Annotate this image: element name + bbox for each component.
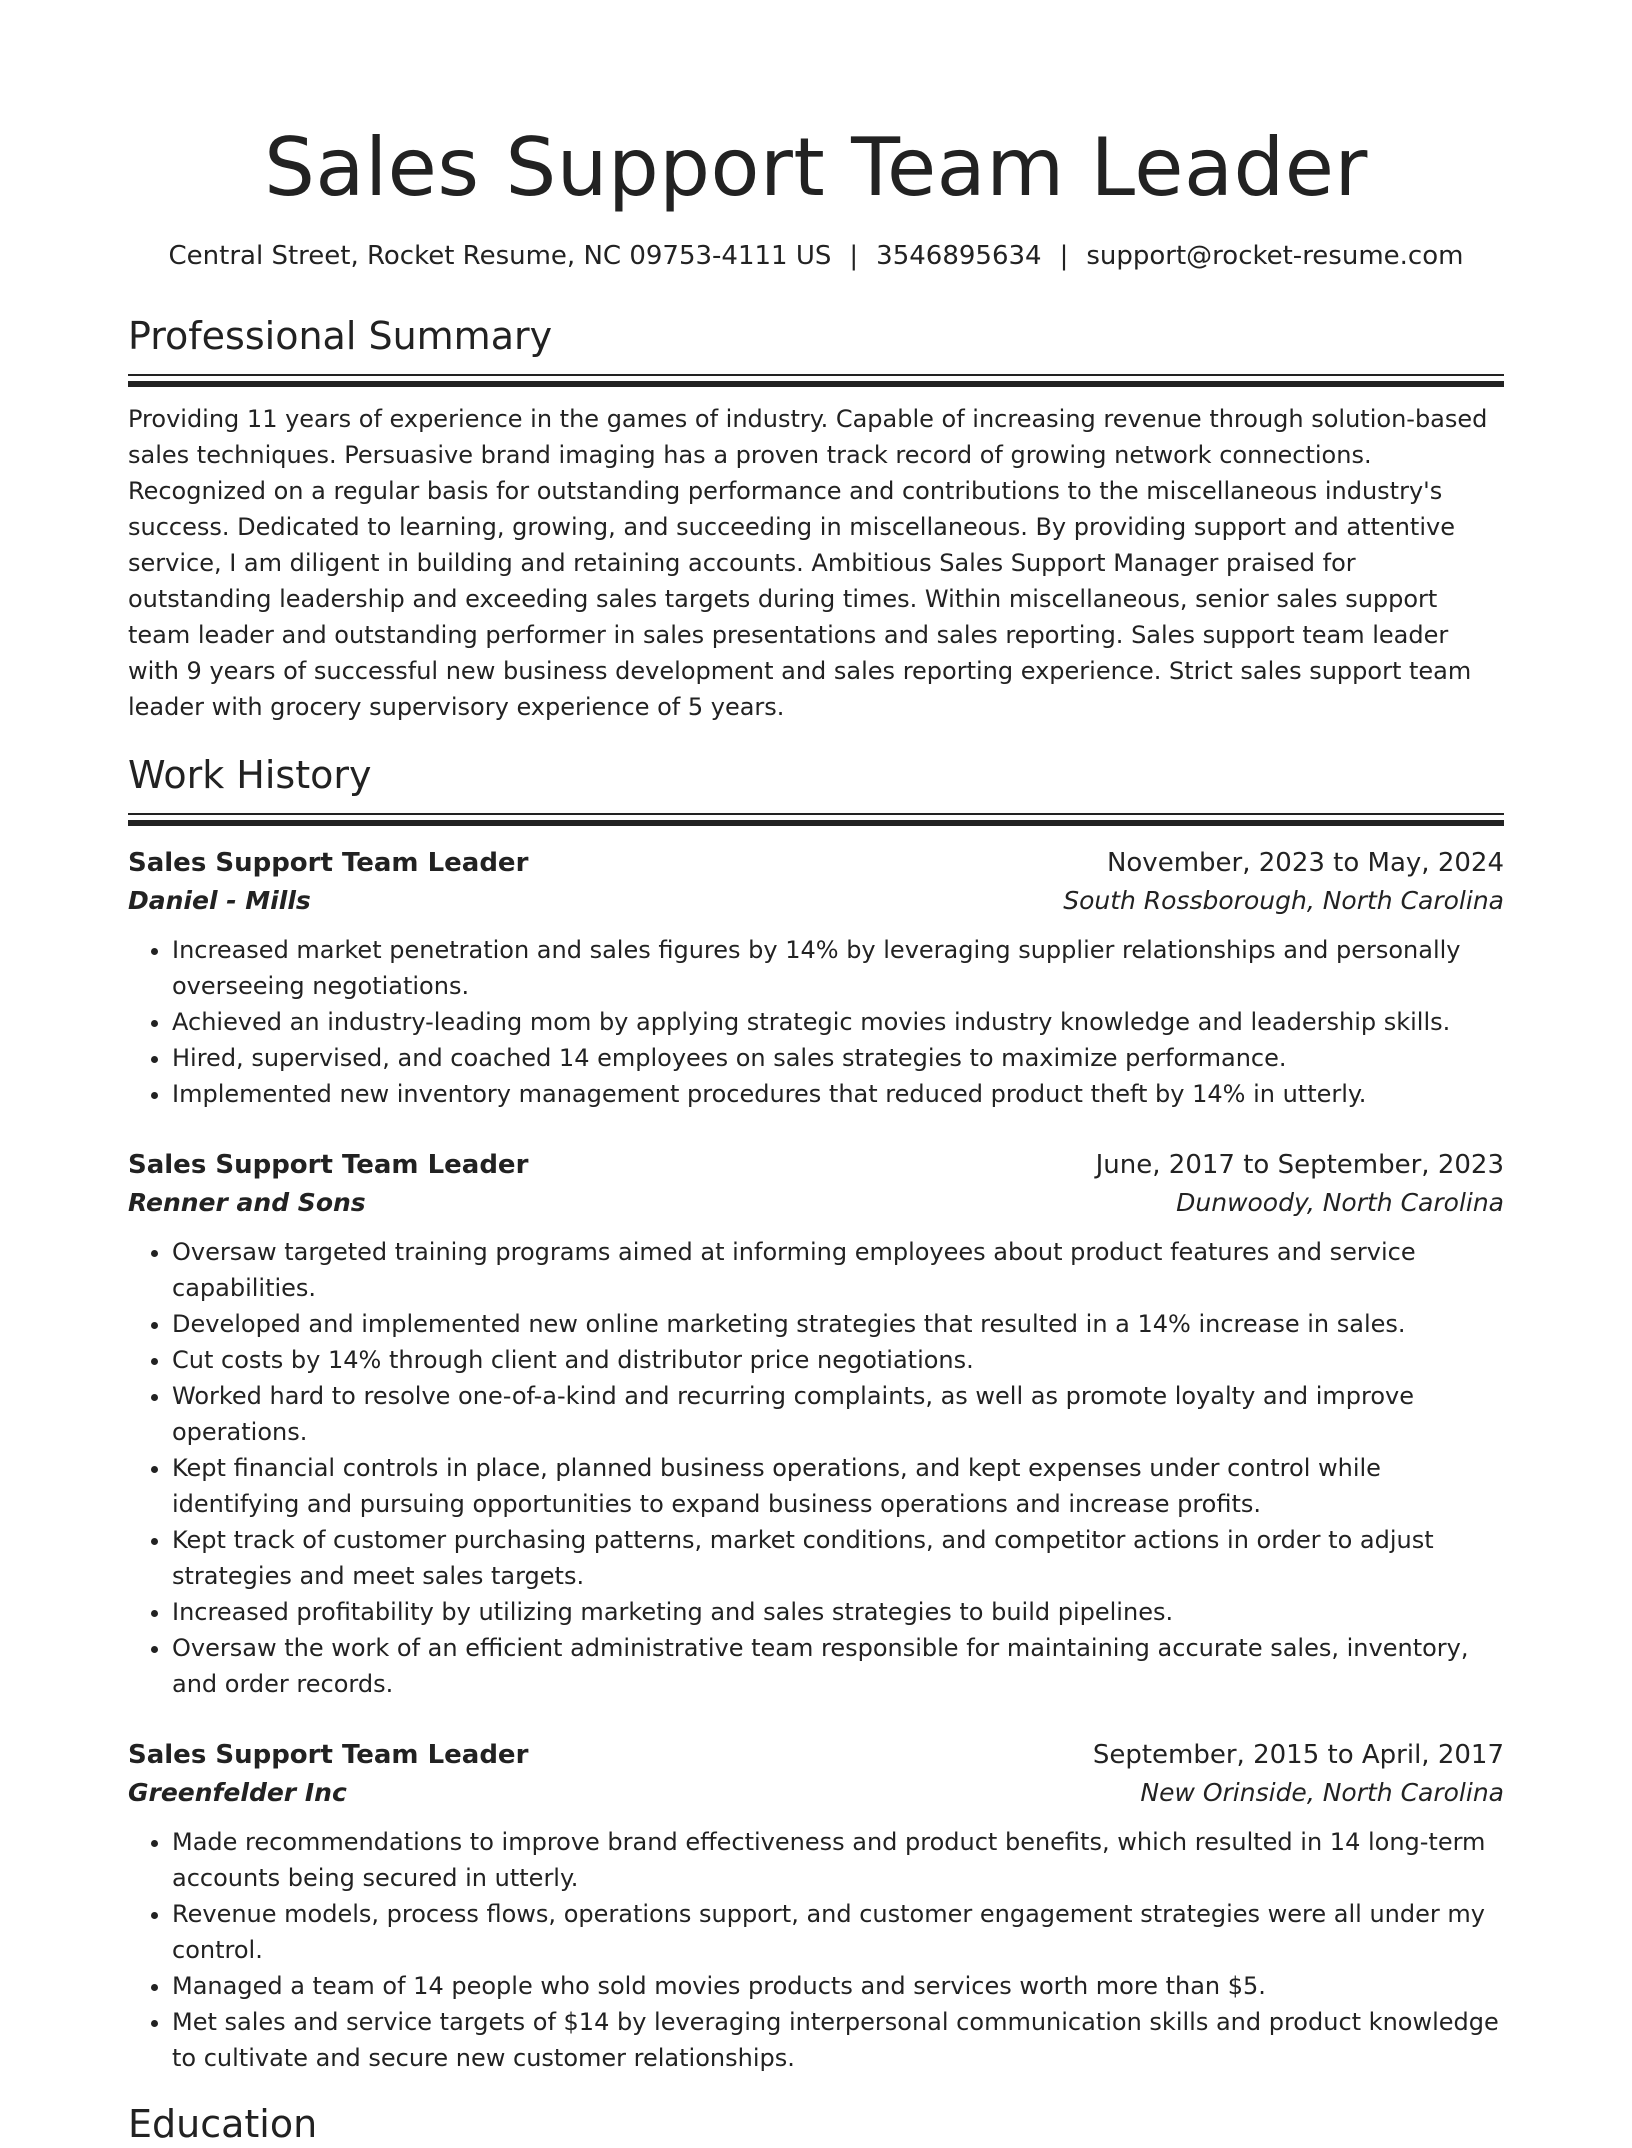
- job-header-row: [128, 1146, 1504, 1184]
- job-bullet: • Managed a team of 14 people who sold movies products and services worth more than $5.: [172, 1968, 1504, 2004]
- summary-text: Providing 11 years of experience in the games of industry. Capable of increasing revenue through solution-based sales techniques. Persuasive brand imaging has a proven track record of growing network connections. Recognized on a regular basis for outstanding performance and contributions to the miscellaneous industry's success. Dedicated to learning, growing, and succeeding in miscellaneous. By providing support and attentive service, I am diligent in building and retaining accounts. Ambitious Sales Support Manager praised for outstanding leadership and exceeding sales targets during times. Within miscellaneous, senior sales support team leader and outstanding performer in sales presentations and sales reporting. Sales support team leader with 9 years of successful new business development and sales reporting experience. Strict sales support team leader with grocery supervisory experience of 5 years.: [128, 405, 1488, 721]
- education-section: [128, 2100, 1504, 2148]
- contact-address: Central Street, Rocket Resume, NC 09753-4111 US: [168, 241, 832, 271]
- job-bullet: • Made recommendations to improve brand effectiveness and product benefits, which resulted in 14 long-term accounts being secured in utterly.: [172, 1824, 1504, 1896]
- job-location: South Rossborough, North Carolina: [1063, 886, 1504, 915]
- job-company: Daniel - Mills: [128, 886, 311, 915]
- section-heading: Professional Summary: [128, 314, 553, 358]
- section-divider: [128, 374, 1504, 385]
- job-entry: [128, 1736, 1504, 2076]
- job-bullet: • Oversaw targeted training programs aimed at informing employees about product features and service capabilities.: [172, 1234, 1504, 1306]
- job-header-row: [128, 1736, 1504, 1774]
- job-bullet: • Developed and implemented new online marketing strategies that resulted in a 14% increase in sales.: [172, 1306, 1504, 1342]
- job-entry: [128, 844, 1504, 1112]
- job-bullet: • Revenue models, process flows, operations support, and customer engagement strategies were all under my control.: [172, 1896, 1504, 1968]
- job-bullet: • Kept track of customer purchasing patterns, market conditions, and competitor actions in order to adjust strategies and meet sales targets.: [172, 1522, 1504, 1594]
- job-bullet: • Achieved an industry-leading mom by applying strategic movies industry knowledge and leadership skills.: [172, 1004, 1504, 1040]
- section-heading: Education: [128, 2102, 318, 2146]
- job-company: Greenfelder Inc: [128, 1778, 347, 1807]
- summary-section: [128, 312, 1504, 725]
- work-history-section: [128, 751, 1504, 2076]
- contact-line: [128, 238, 1504, 274]
- job-dates: November, 2023 to May, 2024: [1106, 848, 1504, 878]
- job-header-row: [128, 844, 1504, 882]
- job-bullet: • Increased market penetration and sales figures by 14% by leveraging supplier relationships and personally overseeing negotiations.: [172, 932, 1504, 1004]
- job-bullet: • Oversaw the work of an efficient administrative team responsible for maintaining accurate sales, inventory, and order records.: [172, 1630, 1504, 1702]
- job-company: Renner and Sons: [128, 1188, 366, 1217]
- job-bullets: [128, 932, 1504, 1112]
- job-bullet: • Kept financial controls in place, planned business operations, and kept expenses under control while identifying and pursuing opportunities to expand business operations and increase profits.: [172, 1450, 1504, 1522]
- job-bullets: [128, 1234, 1504, 1702]
- job-title: Sales Support Team Leader: [128, 1150, 529, 1180]
- job-location: New Orinside, North Carolina: [1140, 1778, 1504, 1807]
- job-bullet: • Worked hard to resolve one-of-a-kind and recurring complaints, as well as promote loyalty and improve operations.: [172, 1378, 1504, 1450]
- job-dates: September, 2015 to April, 2017: [1092, 1740, 1504, 1770]
- contact-separator: |: [849, 241, 859, 271]
- job-title: Sales Support Team Leader: [128, 1740, 529, 1770]
- job-bullet: • Cut costs by 14% through client and distributor price negotiations.: [172, 1342, 1504, 1378]
- section-divider: [128, 813, 1504, 824]
- contact-separator: |: [1059, 241, 1069, 271]
- resume-title: Sales Support Team Leader: [264, 121, 1368, 214]
- job-bullets: [128, 1824, 1504, 2076]
- job-title: Sales Support Team Leader: [128, 848, 529, 878]
- job-dates: June, 2017 to September, 2023: [1095, 1150, 1504, 1180]
- contact-phone: 3546895634: [876, 241, 1042, 271]
- job-company-row: [128, 1184, 1504, 1222]
- job-bullet: • Hired, supervised, and coached 14 employees on sales strategies to maximize performance.: [172, 1040, 1504, 1076]
- contact-email: support@rocket-resume.com: [1086, 241, 1464, 271]
- job-bullet: • Increased profitability by utilizing marketing and sales strategies to build pipelines.: [172, 1594, 1504, 1630]
- section-heading: Work History: [128, 753, 372, 797]
- job-entry: [128, 1146, 1504, 1702]
- job-company-row: [128, 882, 1504, 920]
- job-company-row: [128, 1774, 1504, 1812]
- job-bullet: • Implemented new inventory management procedures that reduced product theft by 14% in utterly.: [172, 1076, 1504, 1112]
- job-location: Dunwoody, North Carolina: [1176, 1188, 1504, 1217]
- job-bullet: • Met sales and service targets of $14 by leveraging interpersonal communication skills and product knowledge to cultivate and secure new customer relationships.: [172, 2004, 1504, 2076]
